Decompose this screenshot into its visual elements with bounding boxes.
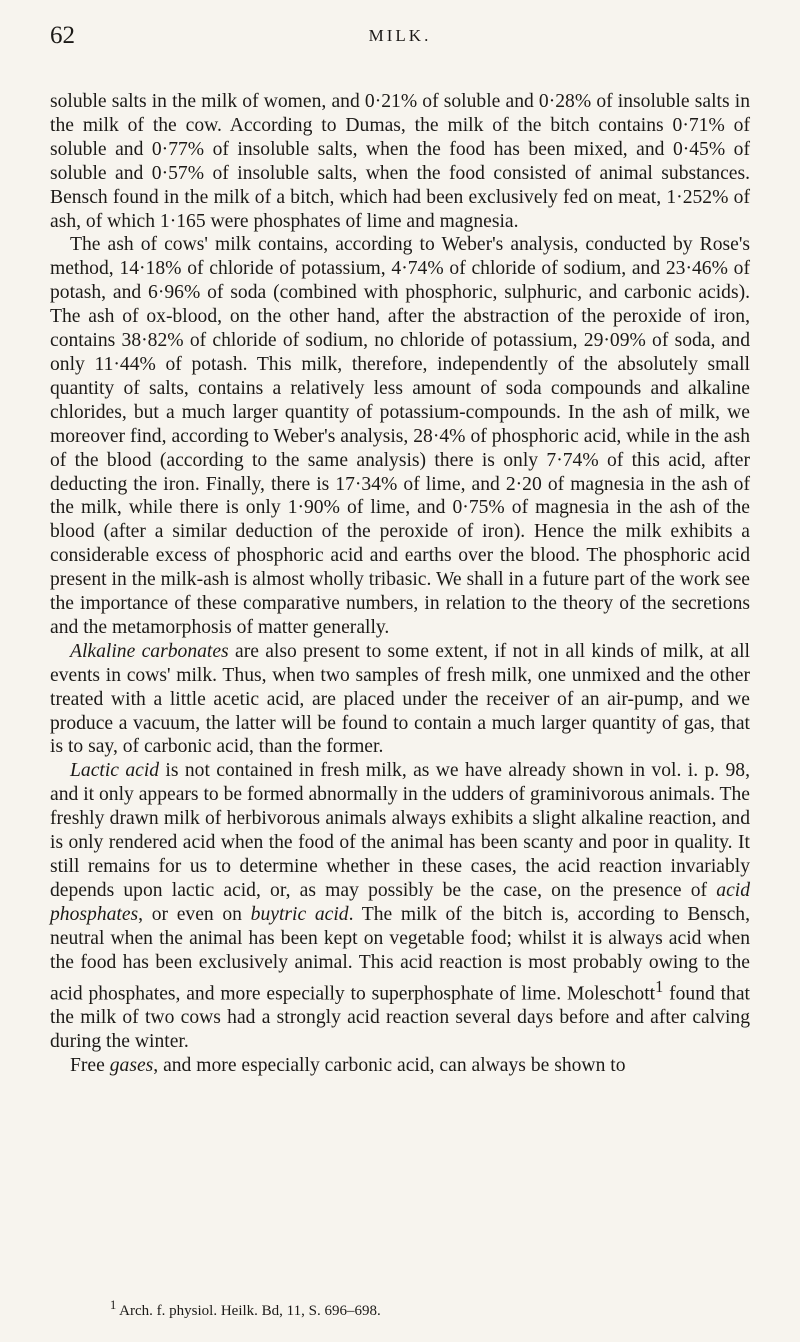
text-run: , or even on [138, 903, 251, 925]
text-run: The ash of cows' milk contains, according to Weber's analysis, conducted by Rose's method, 14·18% of chloride of potassium, 4·74% of chloride of sodium, and 23·46% of potash, and 6·96% of soda (combined with phosphoric, sulphuric, and carbonic acids). The ash of ox-blood, on the other hand, after the abstraction of the peroxide of iron, contains 38·82% of chloride of sodium, no chloride of potassium, 29·09% of soda, and only 11·44% of potash. This milk, therefore, independently of the absolutely small quantity of salts, contains a relatively less amount of soda compounds and alkaline chlorides, but a much larger quantity of potassium-compounds. In the ash of milk, we moreover find, according to Weber's analysis, 28·4% of phosphoric acid, while in the ash of the blood (according to the same analysis) there is only 7·74% of this acid, after deducting the iron. Finally, there is 17·34% of lime, and 2·20 of magnesia in the ash of the milk, while there is only 1·90% of lime, and 0·75% of magnesia in the ash of the blood (after a similar deduction of the peroxide of iron). Hence the milk exhibits a considerable excess of phosphoric acid and earths over the blood. The phosphoric acid present in the milk-ash is almost wholly tribasic. We shall in a future part of the work see the importance of these comparative numbers, in relation to the theory of the secretions and the metamorphosis of matter generally. [50, 234, 750, 638]
text-run: are also present to some extent, if not in all kinds of milk, at all events in cows' milk. Thus, when two samples of fresh milk, one unmixed and the other treated with a little acetic acid, are placed under the receiver of an air-pump, and we produce a vacuum, the latter will be found to contain a much larger quantity of gas, that is to say, of carbonic acid, than the former. [50, 640, 750, 758]
italic-term: Lactic acid [70, 760, 160, 782]
page-number: 62 [50, 22, 75, 49]
italic-term: acid phosphates [50, 879, 750, 925]
text-run: found that the milk of two cows had a strongly acid reaction several days before and after calving during the winter. [50, 983, 750, 1052]
italic-term: Alkaline carbonates [70, 640, 229, 662]
text-run: , and more especially carbonic acid, can always be shown to [153, 1054, 626, 1076]
running-title: MILK. [368, 26, 432, 45]
running-head [50, 22, 750, 52]
italic-term: buytric acid [250, 903, 349, 925]
paragraph [50, 1054, 750, 1078]
footnote-marker: 1 [110, 1298, 117, 1312]
paragraph [50, 233, 750, 639]
text-run: soluble salts in the milk of women, and 0·21% of soluble and 0·28% of insoluble salts in the milk of the cow. According to Dumas, the milk of the bitch contains 0·71% of soluble and 0·77% of insoluble salts, when the food has been mixed, and 0·45% of soluble and 0·57% of insoluble salts, when the food consisted of animal substances. Bensch found in the milk of a bitch, which had been exclusively fed on meat, 1·252% of ash, of which 1·165 were phosphates of lime and magnesia. [50, 91, 750, 232]
footnote-ref: 1 [655, 976, 664, 996]
footnote-text: Arch. f. physiol. Heilk. Bd, 11, S. 696–698. [116, 1303, 381, 1319]
paragraph [50, 759, 750, 1053]
paragraph [50, 90, 750, 233]
footnote [110, 1296, 750, 1320]
text-run: Free [70, 1054, 110, 1076]
body-text [50, 90, 750, 1078]
text-run: is not contained in fresh milk, as we have already shown in vol. i. p. 98, and it only appears to be formed abnormally in the udders of graminivorous animals. The freshly drawn milk of herbivorous animals always exhibits a slight alkaline reaction, and is only rendered acid when the food of the animal has been scanty and poor in quality. It still remains for us to determine whether in these cases, the acid reaction invariably depends upon lactic acid, or, as may possibly be the case, on the presence of [50, 760, 751, 901]
italic-term: gases [109, 1054, 154, 1076]
paragraph [50, 640, 750, 760]
text-run: . The milk of the bitch is, according to Bensch, neutral when the animal has been kept on vegetable food; whilst it is always acid when the food has been exclusively animal. This acid reaction is most probably owing to the acid phosphates, and more especially to superphosphate of lime. Moleschott [50, 903, 750, 1005]
